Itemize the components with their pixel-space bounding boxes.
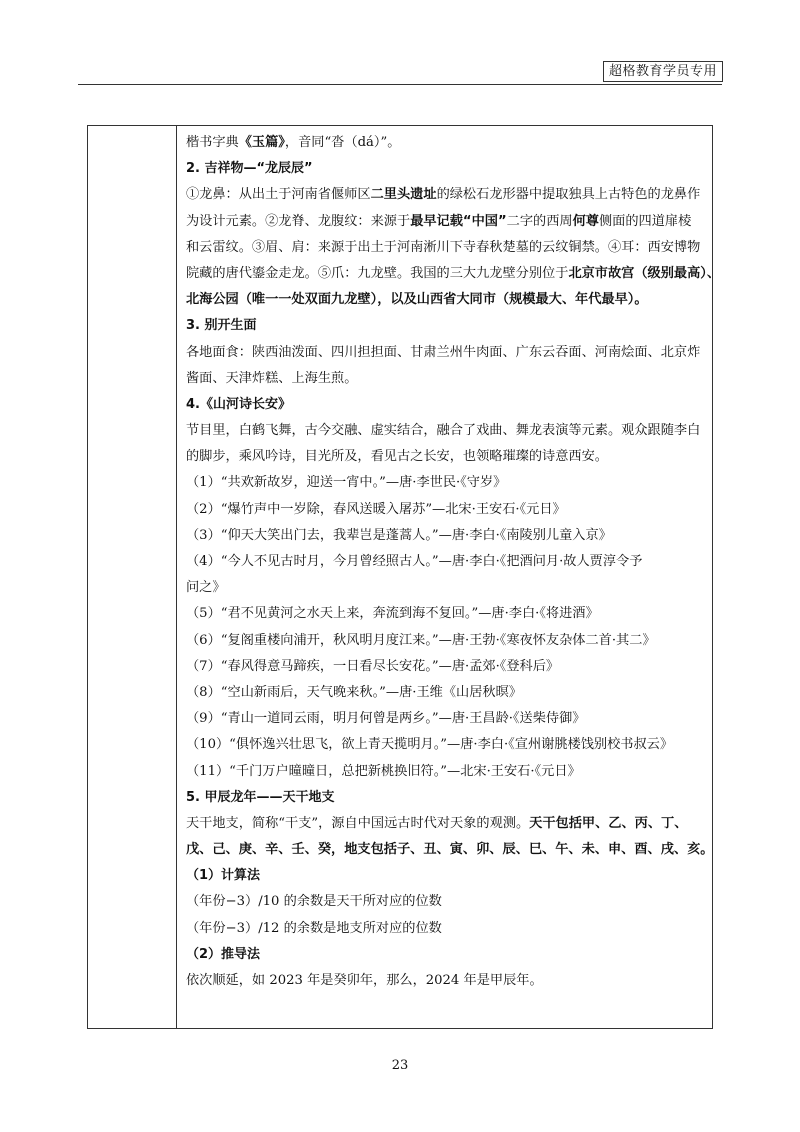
- poem-item: （1）“共欢新故岁，迎送一宵中。”—唐·李世民·《守岁》: [186, 475, 507, 491]
- header-divider: [78, 84, 722, 85]
- table-left-column: [88, 126, 177, 1028]
- formula-line: （年份−3）/10 的余数是天干所对应的位数: [186, 894, 442, 910]
- poem-item: （4）“今人不见古时月，今月曾经照古人。”—唐·李白·《把酒问月·故人贾淳令予: [186, 554, 643, 569]
- text-span: 二字的西周: [506, 213, 573, 229]
- bold-term: 最早记载“中国”: [410, 213, 507, 229]
- poem-item: （9）“青山一道同云雨，明月何曾是两乡。”—唐·王昌龄·《送柴侍御》: [186, 711, 586, 727]
- text-line: 节目里，白鹤飞舞，古今交融、虚实结合，融合了戏曲、舞龙表演等元素。观众跟随李白: [186, 423, 701, 439]
- text-line: [186, 287, 706, 313]
- poem-item: （7）“春风得意马蹄疾，一日看尽长安花。”—唐·孟郊·《登科后》: [186, 658, 560, 674]
- poem-item: （6）“复阁重楼向浦开，秋风明月度江来。”—唐·王勃·《寒夜怀友杂体二首·其二》: [186, 632, 656, 648]
- text-line: [186, 130, 706, 156]
- bold-term: 二里头遗址: [370, 187, 437, 203]
- subsection-heading: （2）推导法: [186, 946, 261, 962]
- bold-term: 北京市故宫（级别最高）、: [568, 265, 721, 281]
- poem-item: （2）“爆竹声中一岁除，春风送暖入屠苏”—北宋·王安石·《元日》: [186, 501, 566, 517]
- poem-item-continued: 问之》: [186, 580, 226, 596]
- bold-term: 何尊: [572, 213, 599, 229]
- subsection-heading: （1）计算法: [186, 868, 261, 884]
- text-span: 院藏的唐代鎏金走龙。⑤爪：九龙壁。我国的三大九龙壁分别位于: [186, 265, 569, 281]
- header-label: 超格教育学员专用: [603, 61, 723, 82]
- bold-term: 戊、己、庚、辛、壬、癸，地支包括子、丑、寅、卯、辰、巳、午、未、申、酉、戌、亥。: [186, 842, 714, 858]
- text-line: 酱面、天津炸糕、上海生煎。: [186, 370, 358, 386]
- section-heading: 2. 吉祥物—“龙辰辰”: [186, 161, 313, 177]
- text-span: ，音同“沓（dá）”。: [284, 135, 401, 150]
- bold-term: 《玉篇》: [238, 135, 285, 150]
- poem-item: （8）“空山新雨后，天气晚来秋。”—唐·王维《山居秋暝》: [186, 684, 522, 700]
- content-table: [87, 125, 721, 1029]
- text-span: 为设计元素。②龙脊、龙腹纹：来源于: [186, 213, 411, 229]
- bold-term: 天干包括甲、乙、丙、丁、: [529, 815, 688, 831]
- formula-line: （年份−3）/12 的余数是地支所对应的位数: [186, 920, 442, 936]
- text-line: 各地面食：陕西油泼面、四川担担面、甘肃兰州牛肉面、广东云吞面、河南烩面、北京炸: [186, 344, 701, 360]
- section-heading: 5. 甲辰龙年——天干地支: [186, 789, 335, 805]
- text-span: 天干地支，简称“干支”，源自中国远古时代对天象的观测。: [186, 815, 530, 831]
- text-line: [186, 837, 714, 863]
- poem-item: （10）“俱怀逸兴壮思飞，欲上青天揽明月。”—唐·李白·《宣州谢朓楼饯别校书叔云》: [186, 737, 674, 753]
- poem-item: （3）“仰天大笑出门去，我辈岂是蓬蒿人。”—唐·李白·《南陵别儿童入京》: [186, 527, 612, 543]
- text-span: 楷书字典: [186, 135, 239, 150]
- page-number: 23: [391, 1058, 409, 1073]
- text-line: [186, 182, 706, 208]
- text-span: 侧面的四道扉棱: [598, 213, 692, 229]
- text-line: [186, 209, 706, 235]
- text-line: 和云雷纹。③眉、肩：来源于出土于河南淅川下寺春秋楚墓的云纹铜禁。④耳：西安博物: [186, 239, 701, 255]
- poem-item: （5）“君不见黄河之水天上来，奔流到海不复回。”—唐·李白·《将进酒》: [186, 606, 599, 622]
- poem-item: （11）“千门万户曈曈日，总把新桃换旧符。”—北宋·王安石·《元日》: [186, 763, 581, 779]
- text-line: [186, 811, 706, 837]
- section-heading: 4.《山河诗长安》: [186, 396, 291, 412]
- text-line: [186, 261, 721, 287]
- text-line: 的脚步，乘风吟诗，目光所及，看见古之长安，也领略璀璨的诗意西安。: [186, 449, 608, 465]
- text-span: 的绿松石龙形器中提取独具上古特色的龙鼻作: [436, 187, 701, 203]
- text-span: ①龙鼻：从出土于河南省偃师区: [186, 187, 371, 203]
- bold-term: 北海公园（唯一一处双面九龙壁），以及山西省大同市（规模最大、年代最早）。: [186, 292, 648, 308]
- section-heading: 3. 别开生面: [186, 318, 257, 334]
- text-line: 依次顺延，如 2023 年是癸卯年，那么，2024 年是甲辰年。: [186, 973, 543, 988]
- content-cell: [186, 130, 721, 994]
